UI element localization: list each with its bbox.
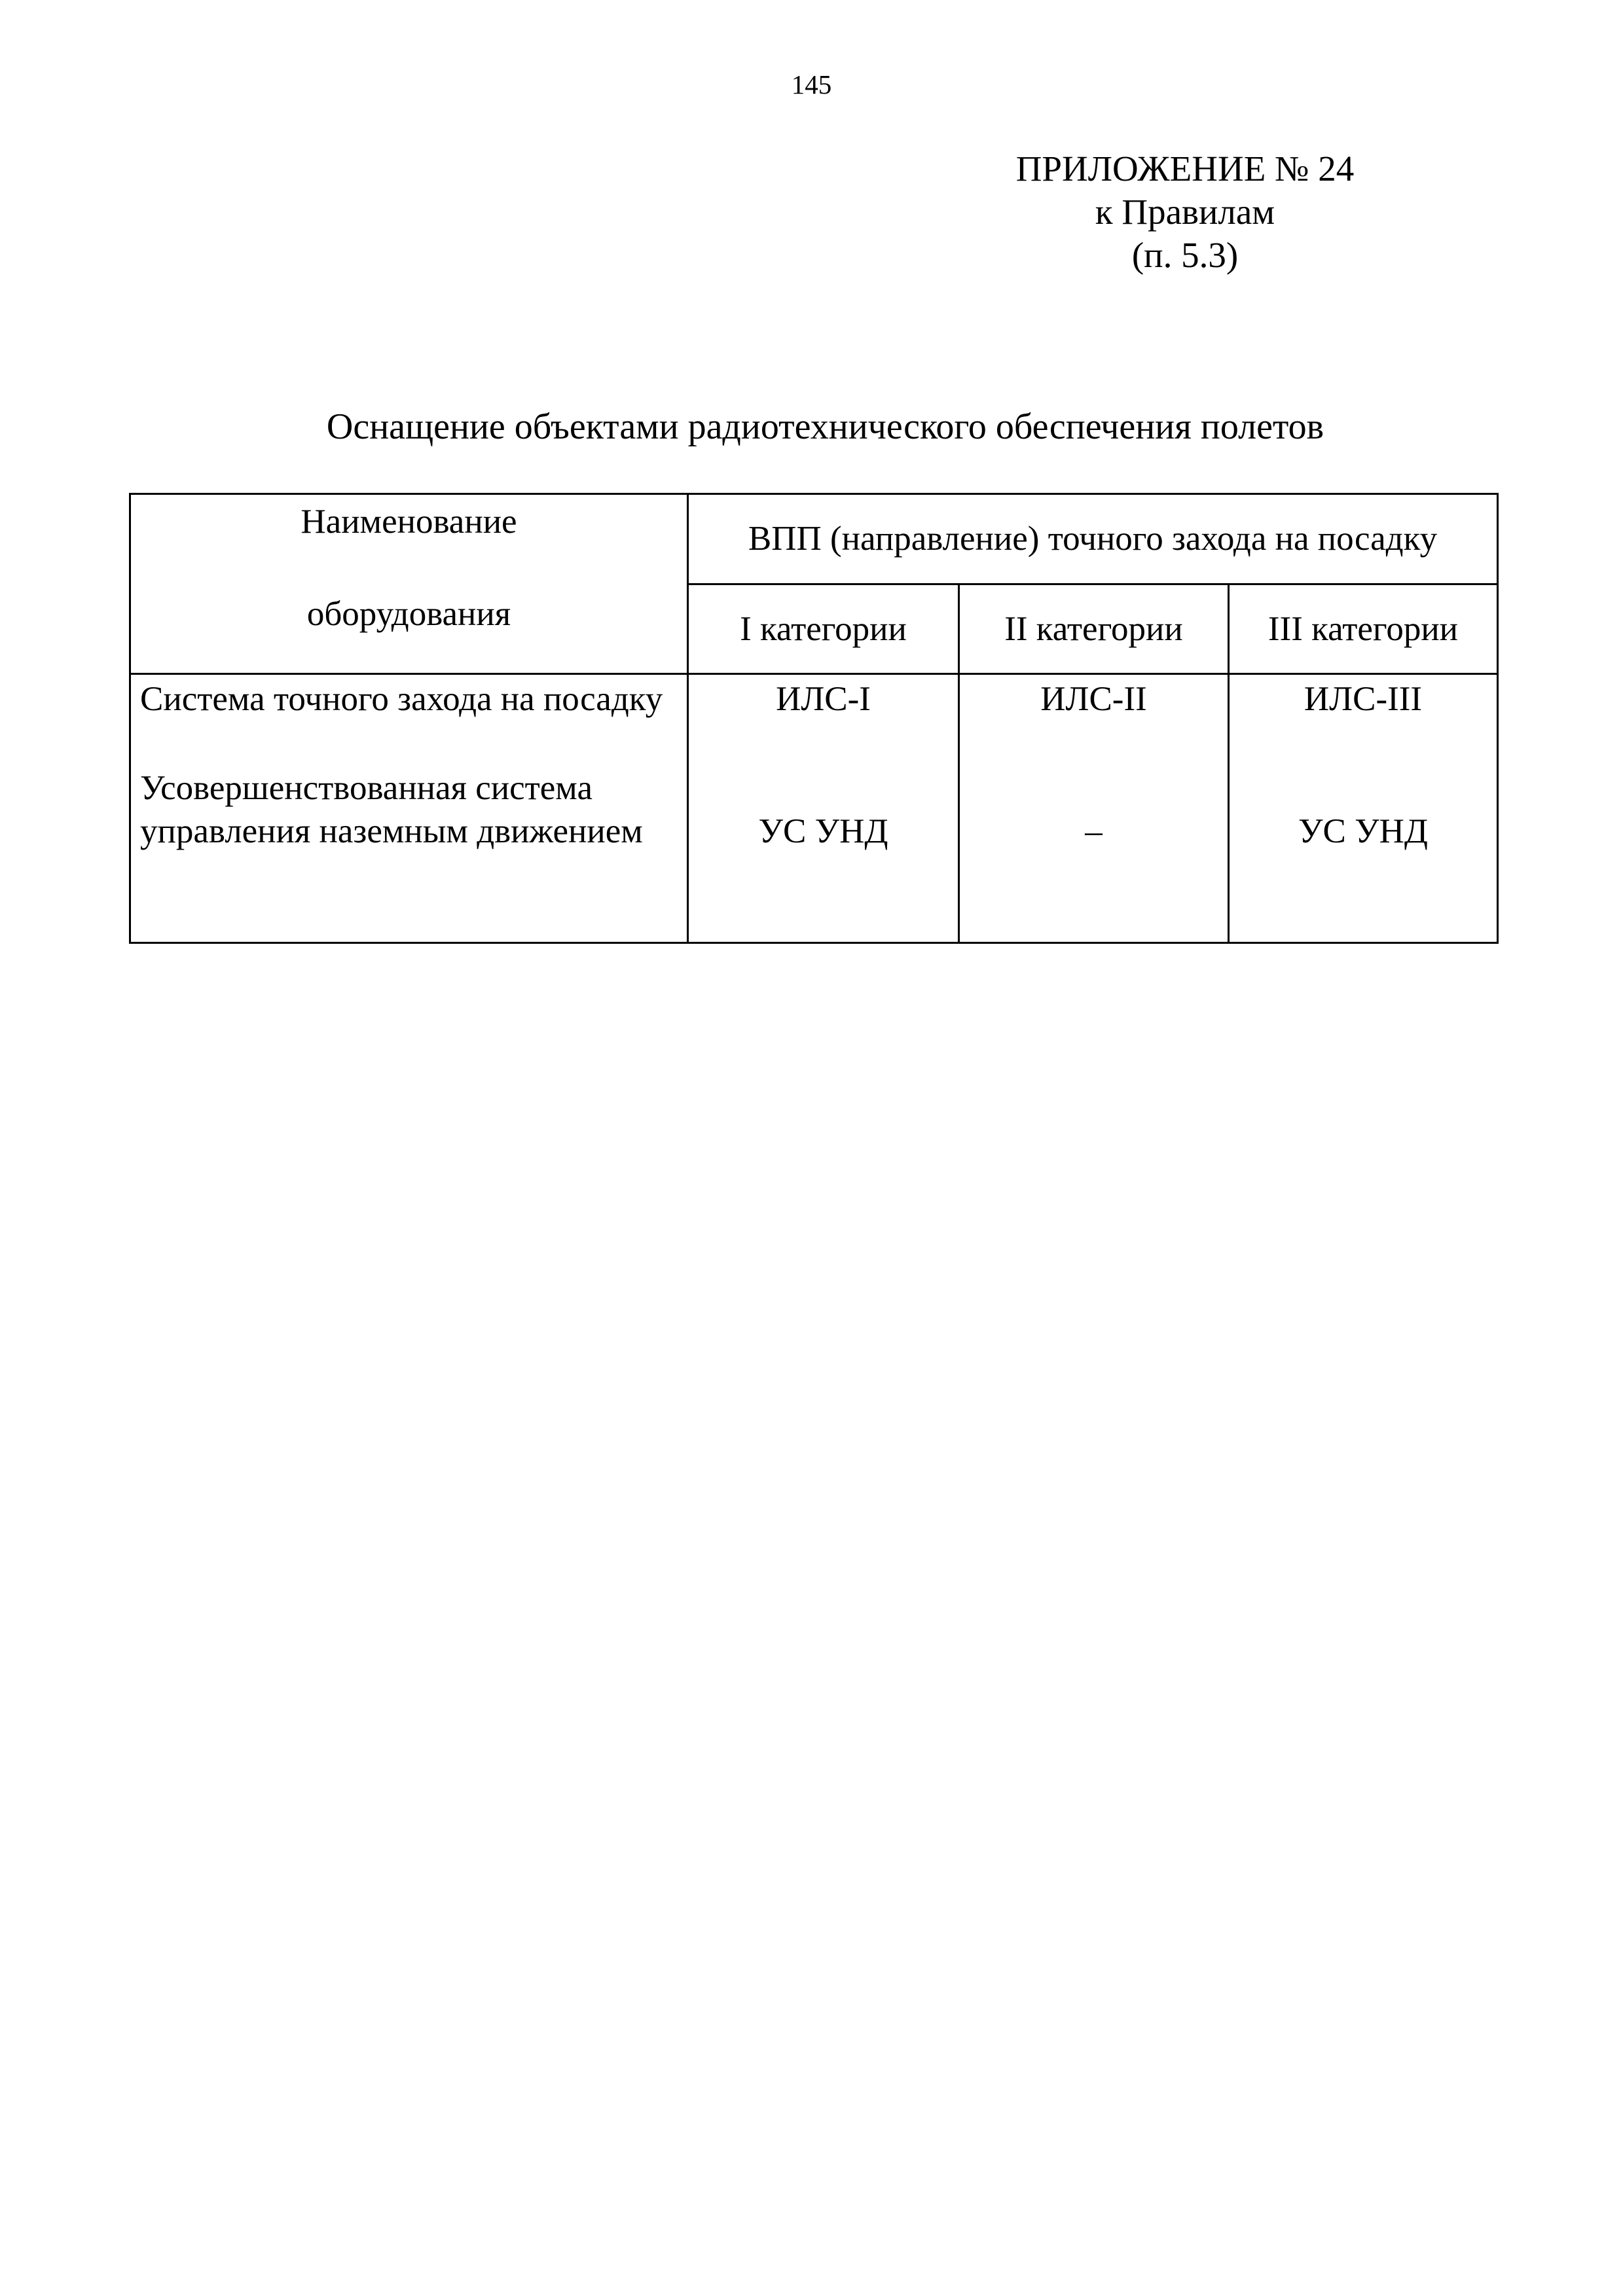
value-cat3-row2: УС УНД: [1298, 812, 1429, 850]
value-cat2-row1: ИЛС-II: [1040, 680, 1147, 718]
appendix-rules-reference: к Правилам: [1095, 192, 1275, 232]
table-header-row: [130, 494, 1498, 584]
equipment-labels-cell: [130, 674, 688, 943]
page-number: 145: [791, 69, 832, 99]
equipment-table: [129, 493, 1499, 944]
appendix-header: [956, 147, 1414, 277]
header-equipment-name: [130, 494, 688, 674]
row-label-precision-approach: Система точного захода на посадку: [140, 680, 663, 718]
header-category-2: II категории: [959, 584, 1229, 674]
value-cat1-row2: УС УНД: [758, 812, 888, 850]
document-title: Оснащение объектами радиотехнического обеспечения полетов: [326, 406, 1324, 447]
header-category-3: III категории: [1229, 584, 1498, 674]
value-cat3-row1: ИЛС-III: [1304, 680, 1423, 718]
header-category-1: I категории: [688, 584, 959, 674]
header-name-line2: оборудования: [306, 595, 511, 633]
category-1-values-cell: [688, 674, 959, 943]
value-cat2-row2: –: [1085, 812, 1103, 850]
row-label-ground-movement: Усовершенствованная система управления наземным движением: [140, 769, 643, 850]
appendix-clause-reference: (п. 5.3): [1131, 235, 1239, 275]
header-name-line1: Наименование: [301, 503, 517, 541]
table-body-row: [130, 674, 1498, 943]
category-3-values-cell: [1229, 674, 1498, 943]
appendix-number: ПРИЛОЖЕНИЕ № 24: [1015, 149, 1355, 188]
value-cat1-row1: ИЛС-I: [776, 680, 871, 718]
header-runway-group: ВПП (направление) точного захода на посадку: [688, 494, 1498, 584]
category-2-values-cell: [959, 674, 1229, 943]
